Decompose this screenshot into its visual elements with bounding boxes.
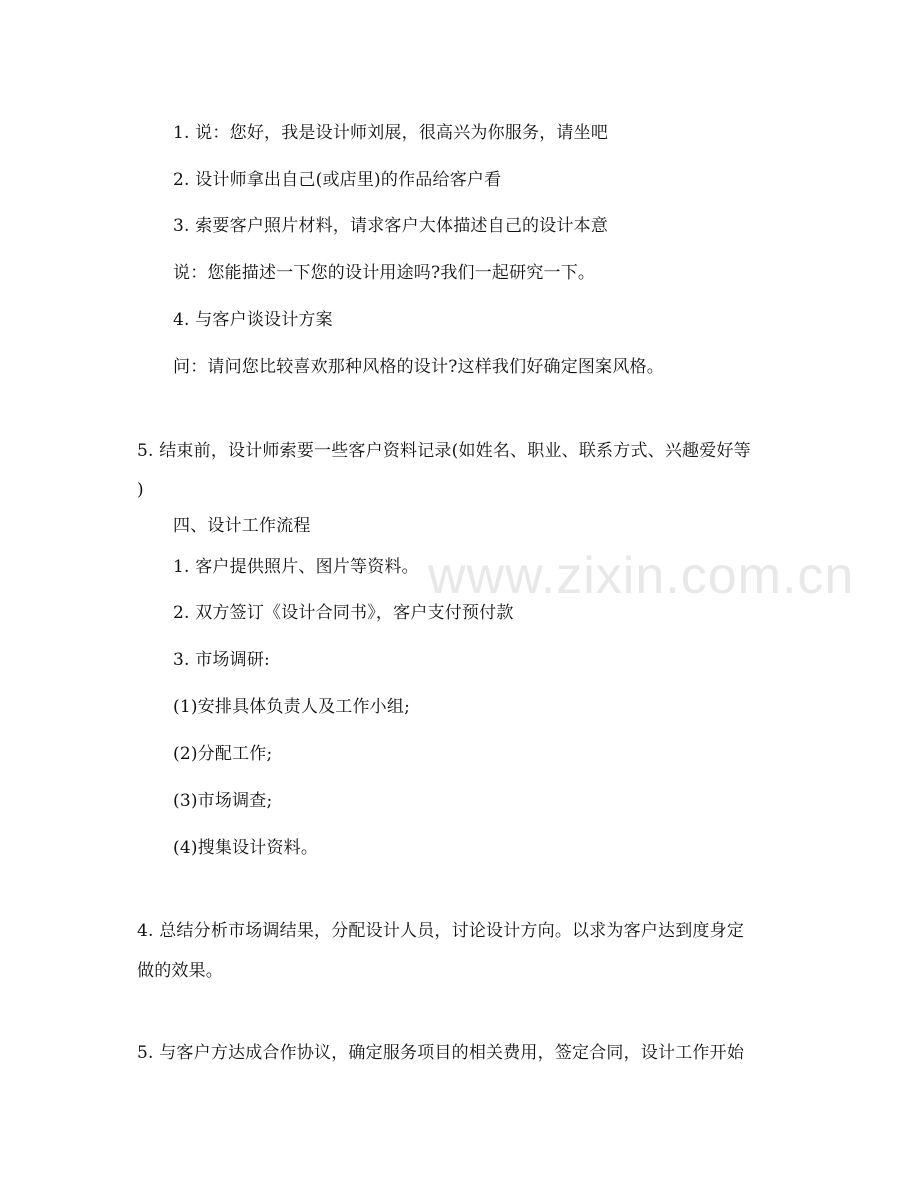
substep-4: (4)搜集设计资料。 <box>173 838 319 858</box>
workflow-step-3: 3. 市场调研: <box>173 650 270 670</box>
collect-info-line-continued: ) <box>137 480 144 500</box>
substep-2: (2)分配工作; <box>173 744 273 764</box>
ask-style-line: 问：请问您比较喜欢那种风格的设计?这样我们好确定图案风格。 <box>173 357 664 377</box>
workflow-step-1: 1. 客户提供照片、图片等资料。 <box>173 557 419 577</box>
request-photos-line: 3. 索要客户照片材料，请求客户大体描述自己的设计本意 <box>173 216 609 236</box>
substep-3: (3)市场调查; <box>173 791 273 811</box>
substep-1: (1)安排具体负责人及工作小组; <box>173 697 411 717</box>
show-works-line: 2. 设计师拿出自己(或店里)的作品给客户看 <box>173 170 502 190</box>
workflow-step-5: 5. 与客户方达成合作协议，确定服务项目的相关费用，签定合同，设计工作开始 <box>137 1043 745 1063</box>
discuss-plan-line: 4. 与客户谈设计方案 <box>173 310 333 330</box>
workflow-step-4-continued: 做的效果。 <box>137 961 223 981</box>
collect-info-line: 5. 结束前，设计师索要一些客户资料记录(如姓名、职业、联系方式、兴趣爱好等 <box>137 441 751 461</box>
watermark-text: www.zixin.com.cn <box>428 547 855 605</box>
workflow-step-4: 4. 总结分析市场调结果，分配设计人员，讨论设计方向。以求为客户达到度身定 <box>137 921 745 941</box>
section-heading: 四、设计工作流程 <box>173 516 311 536</box>
ask-purpose-line: 说：您能描述一下您的设计用途吗?我们一起研究一下。 <box>173 263 596 283</box>
workflow-step-2: 2. 双方签订《设计合同书》，客户支付预付款 <box>173 603 514 623</box>
greeting-line: 1. 说：您好，我是设计师刘展，很高兴为你服务，请坐吧 <box>173 123 609 143</box>
